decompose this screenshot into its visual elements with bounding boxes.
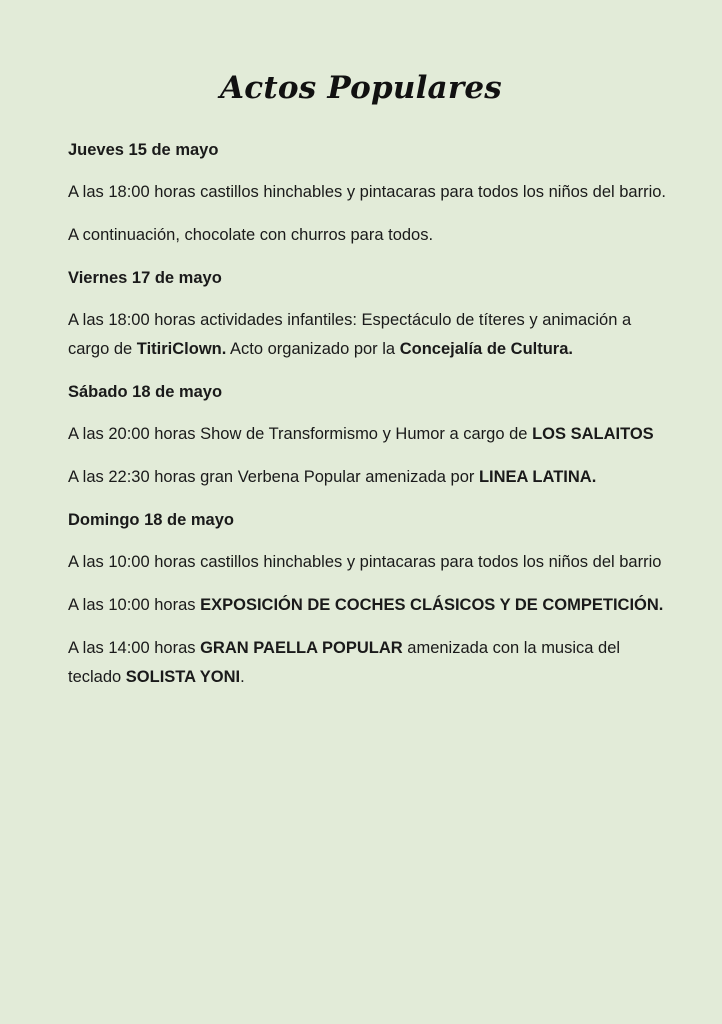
day-heading: Domingo 18 de mayo (68, 511, 234, 529)
event-highlight: GRAN PAELLA POPULAR (200, 639, 403, 657)
event-text: A las 18:00 horas actividades infantiles: Espectáculo de títeres y animación a cargo de (68, 311, 632, 358)
event-highlight: LOS SALAITOS (532, 425, 654, 443)
event-text: A las 10:00 horas (68, 596, 201, 614)
event-paragraph (68, 221, 668, 250)
event-text: amenizada con la musica del teclado (68, 639, 621, 686)
event-paragraph (68, 591, 668, 620)
event-text: A continuación, chocolate con churros para todos. (68, 226, 434, 244)
event-highlight: SOLISTA YONI (125, 668, 241, 686)
event-highlight: TitiriClown. (136, 340, 227, 358)
event-text: A las 18:00 horas castillos hinchables y pintacaras para todos los niños del barrio. (68, 183, 667, 201)
events-list (68, 136, 668, 706)
event-paragraph (68, 548, 668, 577)
event-highlight: LINEA LATINA. (478, 468, 597, 486)
event-paragraph (68, 306, 668, 364)
event-highlight: EXPOSICIÓN DE COCHES CLÁSICOS Y DE COMPETICIÓN. (200, 596, 664, 614)
day-heading: Viernes 17 de mayo (68, 269, 222, 287)
day-heading: Jueves 15 de mayo (68, 141, 219, 159)
event-text: Acto organizado por la (226, 340, 400, 358)
event-paragraph (68, 420, 668, 449)
event-paragraph (68, 178, 668, 207)
document-title: Actos Populares (220, 70, 502, 106)
event-text: A las 22:30 horas gran Verbena Popular amenizada por (68, 468, 479, 486)
event-paragraph (68, 463, 668, 492)
day-heading: Sábado 18 de mayo (68, 383, 223, 401)
event-text: A las 20:00 horas Show de Transformismo y Humor a cargo de (68, 425, 533, 443)
event-paragraph (68, 634, 668, 692)
event-text: . (240, 668, 245, 686)
event-text: A las 10:00 horas castillos hinchables y pintacaras para todos los niños del barrio (68, 553, 662, 571)
event-highlight: Concejalía de Cultura. (399, 340, 573, 358)
event-text: A las 14:00 horas (68, 639, 201, 657)
